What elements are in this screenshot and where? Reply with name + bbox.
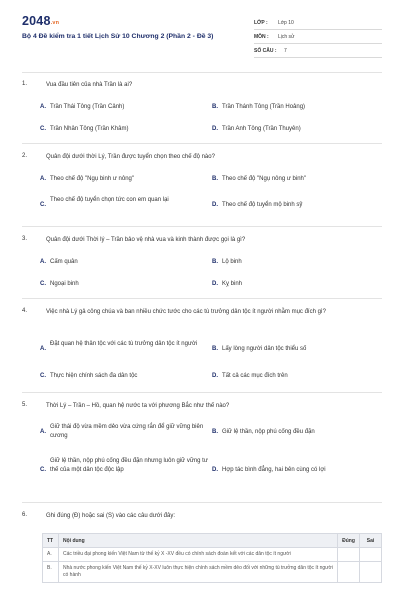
- meta-key: SỐ CÂU :: [254, 48, 277, 54]
- option-text: Trần Nhân Tông (Trần Khâm): [50, 126, 129, 132]
- true-cell[interactable]: [338, 548, 360, 562]
- divider: [22, 298, 382, 299]
- question-number: 6.: [22, 512, 28, 518]
- option-text: Trần Anh Tông (Trần Thuyên): [222, 126, 301, 132]
- question-text: Việc nhà Lý gả công chúa và ban nhiều chức tước cho các tù trưởng dân tộc ít người nhằm mục đích gì?: [46, 309, 326, 315]
- option-text: Theo chế độ tuyển mộ binh sỹ: [222, 202, 303, 208]
- question-number: 1.: [22, 81, 28, 87]
- option-text: Lấy lòng người dân tộc thiểu số: [222, 346, 307, 352]
- option-letter: B.: [212, 429, 218, 435]
- question-number: 4.: [22, 308, 28, 314]
- column-header: Nội dung: [59, 534, 338, 548]
- logo-suffix: .vn: [50, 20, 60, 26]
- option-letter: C.: [40, 281, 46, 287]
- question-text: Quân đội dưới thời Lý, Trần được tuyển chọn theo chế độ nào?: [46, 154, 215, 160]
- meta-row-subject: [254, 30, 382, 44]
- option-letter: B.: [212, 346, 218, 352]
- option-text: Trần Thánh Tông (Trần Hoảng): [222, 104, 306, 110]
- false-cell[interactable]: [360, 562, 382, 583]
- row-content: Nhà nước phong kiến Việt Nam thế kỷ X-XV luôn thực hiện chính sách mềm dẻo đối với những tù trưởng dân tộc ít người có hành: [59, 562, 338, 583]
- true-false-table: [42, 533, 382, 583]
- logo-main: 2048: [22, 14, 51, 28]
- table-row: [43, 548, 382, 562]
- question-text: Ghi đúng (Đ) hoặc sai (S) vào các câu dưới đây:: [46, 513, 176, 519]
- option-letter: B.: [212, 259, 218, 265]
- option-letter: D.: [212, 126, 218, 132]
- option-text: Giữ lệ thần, nộp phú cống đều đặn: [222, 429, 315, 435]
- option-letter: D.: [212, 202, 218, 208]
- question-text: Thời Lý – Trần – Hồ, quan hệ nước ta với phương Bắc như thế nào?: [46, 403, 230, 409]
- option-text: Lộ binh: [222, 259, 242, 265]
- question-number: 5.: [22, 402, 28, 408]
- column-header: Đúng: [338, 534, 360, 548]
- divider: [22, 226, 382, 227]
- divider: [22, 392, 382, 393]
- meta-value: Lịch sử: [278, 34, 295, 40]
- option-text: Đặt quan hệ thân tộc với các tù trưởng dân tộc ít người: [50, 341, 198, 347]
- meta-row-class: [254, 16, 382, 30]
- option-letter: A.: [40, 429, 46, 435]
- true-cell[interactable]: [338, 562, 360, 583]
- meta-key: LỚP :: [254, 20, 268, 26]
- false-cell[interactable]: [360, 548, 382, 562]
- option-letter: D.: [212, 281, 218, 287]
- row-content: Các triều đại phong kiến Việt Nam từ thế kỷ X -XV đều có chính sách đoàn kết với các dân tộc ít người: [59, 548, 338, 562]
- exam-meta: [254, 16, 382, 58]
- meta-value: 7: [284, 48, 287, 54]
- option-letter: C.: [40, 202, 46, 208]
- option-text: Theo chế độ "Ngụ binh ư nông": [50, 176, 134, 182]
- option-letter: C.: [40, 373, 46, 379]
- question-number: 3.: [22, 236, 28, 242]
- question-number: 2.: [22, 153, 28, 159]
- row-label: B.: [43, 562, 59, 583]
- option-text: Trần Thái Tông (Trần Cảnh): [50, 104, 125, 110]
- row-label: A.: [43, 548, 59, 562]
- document-title: Bộ 4 Đề kiểm tra 1 tiết Lịch Sử 10 Chương 2 (Phần 2 - Đề 3): [22, 33, 214, 40]
- option-letter: A.: [40, 346, 46, 352]
- option-text: Cấm quân: [50, 259, 78, 265]
- option-letter: B.: [212, 176, 218, 182]
- question-text: Quân đội dưới Thời lý – Trần bảo vệ nhà vua và kinh thành được gọi là gì?: [46, 237, 246, 243]
- option-letter: A.: [40, 104, 46, 110]
- divider: [22, 143, 382, 144]
- meta-row-count: [254, 44, 382, 58]
- table-row: [43, 562, 382, 583]
- divider: [22, 72, 382, 73]
- option-letter: B.: [212, 104, 218, 110]
- meta-value: Lớp 10: [278, 20, 294, 26]
- table-header-row: [43, 534, 382, 548]
- question-text: Vua đầu tiên của nhà Trần là ai?: [46, 82, 133, 88]
- option-text: Hợp tác bình đẳng, hai bên cùng có lợi: [222, 467, 326, 473]
- column-header: Sai: [360, 534, 382, 548]
- option-letter: C.: [40, 467, 46, 473]
- option-text: Giữ thái độ vừa mềm dẻo vừa cứng rắn để giữ vững biên cương: [50, 424, 204, 439]
- option-text: Ngoại binh: [50, 281, 79, 287]
- option-letter: A.: [40, 176, 46, 182]
- option-text: Theo chế độ tuyển chọn tức con em quan lại: [50, 197, 169, 203]
- meta-key: MÔN :: [254, 34, 269, 40]
- option-letter: A.: [40, 259, 46, 265]
- site-logo[interactable]: [22, 14, 59, 28]
- option-text: Tất cả các mục đích trên: [222, 373, 288, 379]
- option-letter: D.: [212, 467, 218, 473]
- option-letter: D.: [212, 373, 218, 379]
- option-text: Theo chế độ "Ngụ nông ư binh": [222, 176, 306, 182]
- option-text: Giữ lệ thần, nộp phú cống đều đặn nhưng luôn giữ vững tư thế của một dân tộc độc lập: [50, 458, 208, 473]
- option-text: Kỵ binh: [222, 281, 243, 287]
- document-header: [22, 14, 382, 58]
- column-header: TT: [43, 534, 59, 548]
- option-letter: C.: [40, 126, 46, 132]
- option-text: Thực hiện chính sách đa dân tộc: [50, 373, 138, 379]
- divider: [22, 502, 382, 503]
